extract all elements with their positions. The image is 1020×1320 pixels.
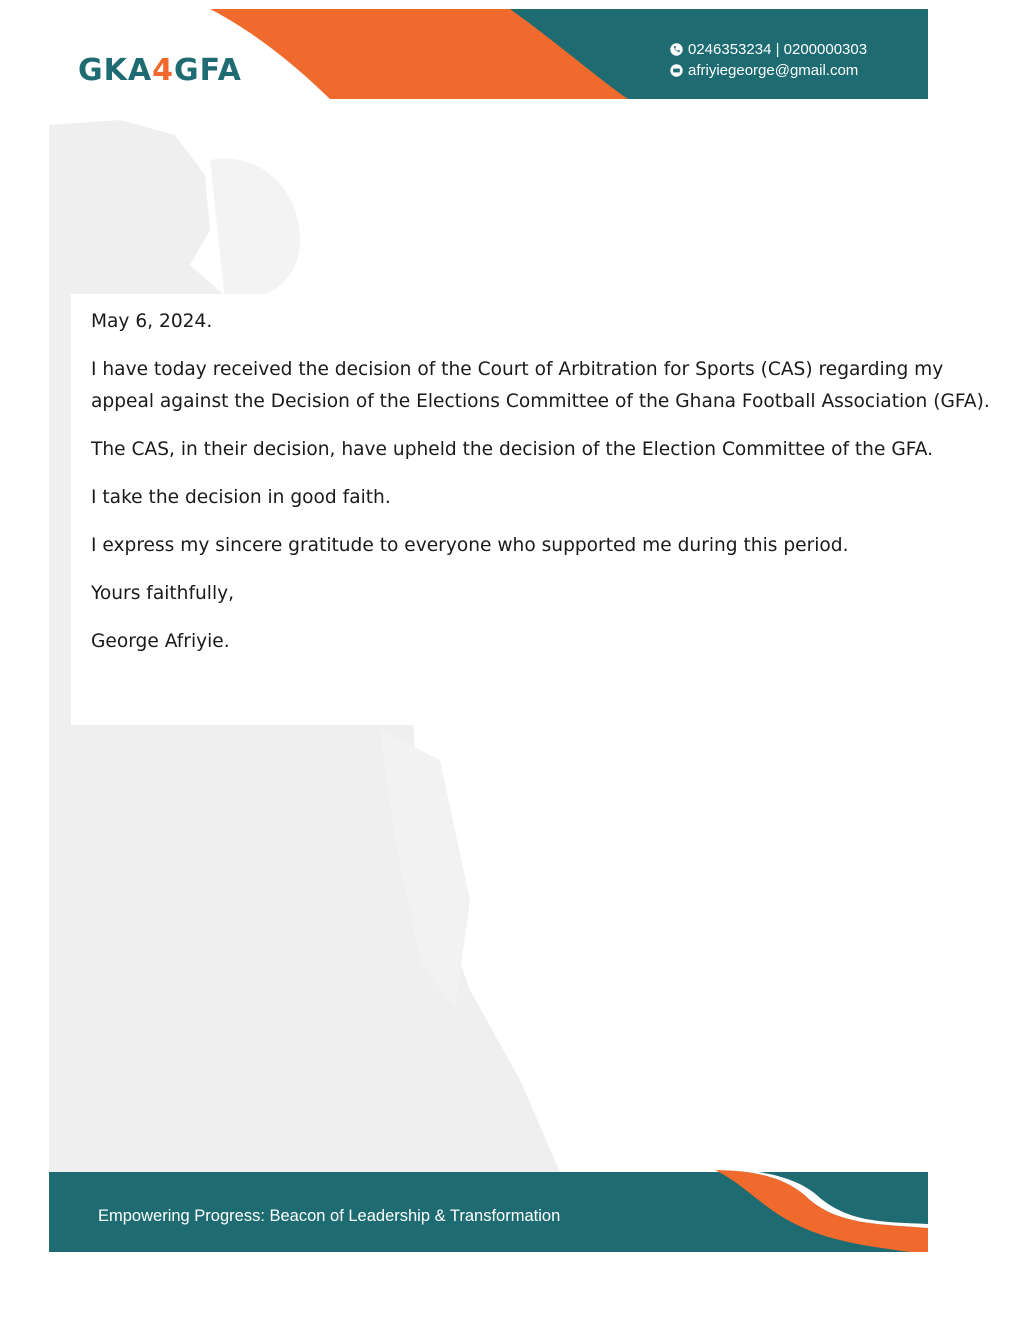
letter-body: [91, 306, 991, 674]
letter-paragraph-3: I take the decision in good faith.: [91, 486, 391, 508]
contact-block: [670, 39, 867, 81]
letter-date: May 6, 2024.: [91, 311, 213, 332]
letter-paragraph-1: I have today received the decision of the Court of Arbitration for Sports (CAS) regarding my appeal against the Decision of the Elections Committee of the Ghana Football Association (GFA).: [91, 359, 990, 412]
email-address: afriyiegeorge@gmail.com: [688, 62, 859, 79]
logo-text-4: 4: [152, 53, 174, 88]
phone-numbers: 0246353234 | 0200000303: [688, 41, 868, 58]
phone-icon: [670, 43, 683, 56]
letter-paragraph-2: The CAS, in their decision, have upheld the decision of the Election Committee of the GFA.: [91, 438, 934, 460]
logo-text-gfa: GFA: [173, 53, 242, 88]
email-icon: [670, 64, 683, 77]
contact-email-row: [670, 60, 867, 81]
letter-closing: Yours faithfully,: [91, 582, 235, 604]
logo-text-gka: GKA: [78, 53, 153, 88]
gka4gfa-logo: [78, 53, 242, 88]
letter-paragraph-4: I express my sincere gratitude to everyone who supported me during this period.: [91, 534, 849, 556]
contact-phone-row: [670, 39, 867, 60]
footer-tagline: Empowering Progress: Beacon of Leadership & Transformation: [98, 1207, 561, 1225]
letter-signature: George Afriyie.: [91, 630, 230, 652]
